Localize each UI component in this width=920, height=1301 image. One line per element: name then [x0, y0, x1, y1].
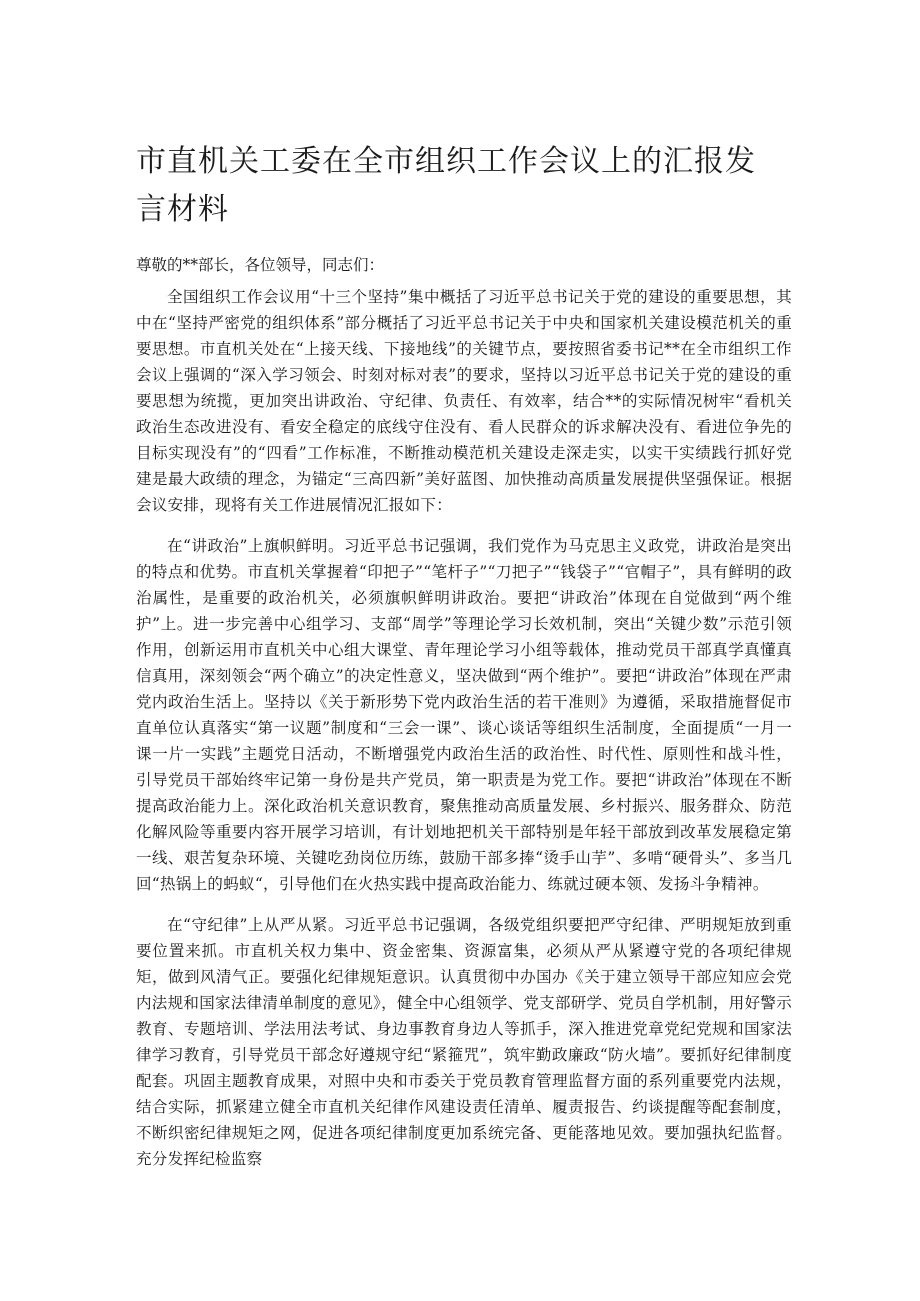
- document-title: 市直机关工委在全市组织工作会议上的汇报发言材料: [136, 144, 756, 227]
- salutation: 尊敬的**部长，各位领导，同志们：: [136, 256, 385, 274]
- paragraph-discipline: 在“守纪律”上从严从紧。习近平总书记强调，各级党组织要把严守纪律、严明规矩放到重要位置来抓。市直机关权力集中、资金密集、资源富集，必须从严从紧遵守党的各项纪律规矩，做到风清气正。要强化纪律规矩意识。认真贯彻中办国办《关于建立领导干部应知应会党内法规和国家法律清单制度的意见》，健全中心组领学、党支部研学、党员自学机制，用好警示教育、专题培训、学法用法考试、身边事教育身边人等抓手，深入推进党章党纪党规和国家法律学习教育，引导党员干部念好遵规守纪“紧箍咒”，筑牢勤政廉政“防火墙”。要抓好纪律制度配套。巩固主题教育成果，对照中央和市委关于党员教育管理监督方面的系列重要党内法规，结合实际，抓紧建立健全市直机关纪律作风建设责任清单、履责报告、约谈提醒等配套制度，不断织密纪律规矩之网，促进各项纪律制度更加系统完备、更能落地见效。要加强执纪监督。充分发挥纪检监察: [136, 916, 792, 1168]
- paragraph-political: 在“讲政治”上旗帜鲜明。习近平总书记强调，我们党作为马克思主义政党，讲政治是突出的特点和优势。市直机关掌握着“印把子”“笔杆子”“刀把子”“钱袋子”“官帽子”，具有鲜明的政治属性，是重要的政治机关，必须旗帜鲜明讲政治。要把“讲政治”体现在自觉做到“两个维护”上。进一步完善中心组学习、支部“周学”等理论学习长效机制，突出“关键少数”示范引领作用，创新运用市直机关中心组大课堂、青年理论学习小组等载体，推动党员干部真学真懂真信真用，深刻领会“两个确立”的决定性意义，坚决做到“两个维护”。要把“讲政治”体现在严肃党内政治生活上。坚持以《关于新形势下党内政治生活的若干准则》为遵循，采取措施督促市直单位认真落实“第一议题”制度和“三会一课”、谈心谈话等组织生活制度，全面提质“一月一课一片一实践”主题党日活动，不断增强党内政治生活的政治性、时代性、原则性和战斗性，引导党员干部始终牢记第一身份是共产党员，第一职责是为党工作。要把“讲政治”体现在不断提高政治能力上。深化政治机关意识教育，聚焦推动高质量发展、乡村振兴、服务群众、防范化解风险等重要内容开展学习培训，有计划地把机关干部特别是年轻干部放到改革发展稳定第一线、艰苦复杂环境、关键吃劲岗位历练，鼓励干部多捧“烫手山芋”、多啃“硬骨头”、多当几回“热锅上的蚂蚁“，引导他们在火热实践中提高政治能力、练就过硬本领、发扬斗争精神。: [136, 537, 792, 893]
- paragraph-intro: 全国组织工作会议用“十三个坚持”集中概括了习近平总书记关于党的建设的重要思想，其中在“坚持严密党的组织体系”部分概括了习近平总书记关于中央和国家机关建设模范机关的重要思想。市直机关处在“上接天线、下接地线”的关键节点，要按照省委书记**在全市组织工作会议上强调的“深入学习领会、时刻对标对表”的要求，坚持以习近平总书记关于党的建设的重要思想为统揽，更加突出讲政治、守纪律、负责任、有效率，结合**的实际情况树牢“看机关政治生态改进没有、看安全稳定的底线守住没有、看人民群众的诉求解决没有、看进位争先的目标实现没有”的“四看”工作标准，不断推动模范机关建设走深走实，以实干实绩践行抓好党建是最大政绩的理念，为锚定“三高四新”美好蓝图、加快推动高质量发展提供坚强保证。根据会议安排，现将有关工作进展情况汇报如下：: [136, 288, 792, 514]
- document-body: [136, 284, 792, 1187]
